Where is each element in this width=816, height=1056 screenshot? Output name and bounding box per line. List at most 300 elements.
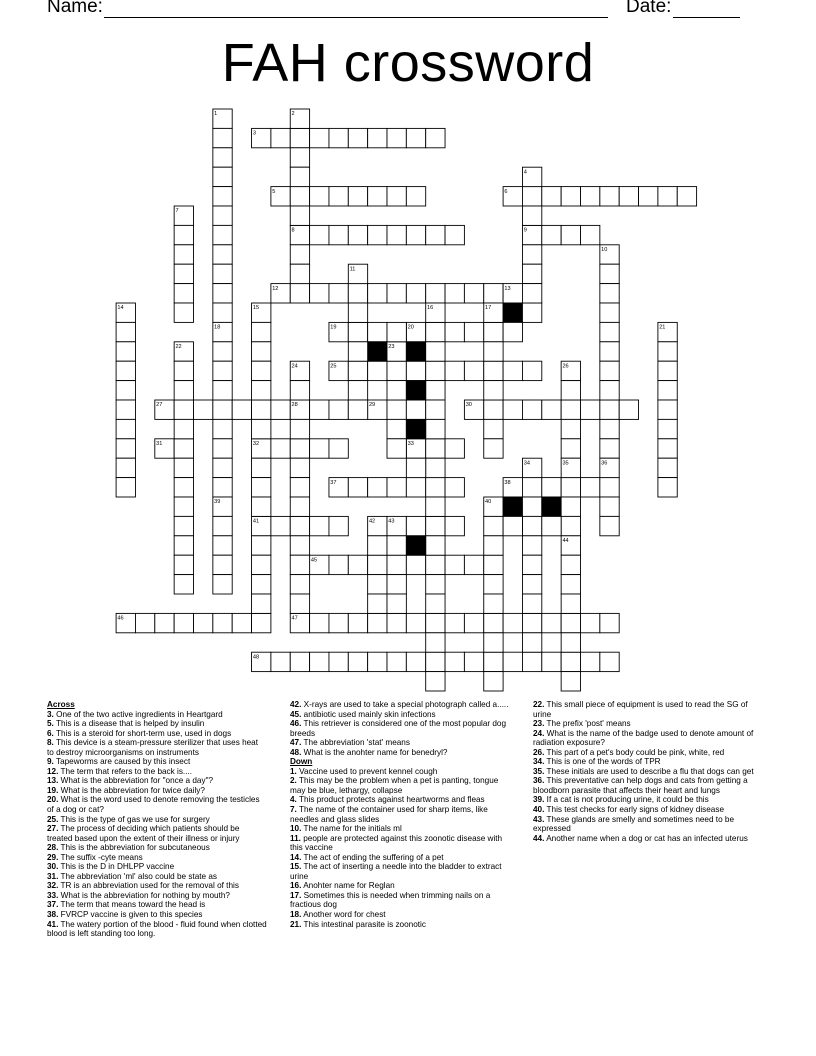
grid-cell[interactable] [116, 400, 135, 419]
grid-cell[interactable] [232, 613, 251, 632]
grid-cell[interactable] [271, 652, 290, 671]
grid-cell[interactable] [116, 419, 135, 438]
grid-cell[interactable] [329, 187, 348, 206]
grid-cell[interactable] [542, 187, 561, 206]
grid-cell[interactable] [464, 361, 483, 380]
grid-cell[interactable] [174, 400, 193, 419]
grid-cell[interactable] [522, 575, 541, 594]
grid-cell[interactable] [368, 225, 387, 244]
grid-cell[interactable] [522, 400, 541, 419]
grid-cell[interactable] [329, 516, 348, 535]
grid-cell[interactable] [406, 652, 425, 671]
grid-cell[interactable] [310, 128, 329, 147]
grid-cell[interactable] [310, 516, 329, 535]
grid-cell[interactable] [445, 516, 464, 535]
grid-cell[interactable] [213, 458, 232, 477]
grid-cell[interactable] [426, 225, 445, 244]
grid-cell[interactable] [213, 245, 232, 264]
grid-cell[interactable] [600, 419, 619, 438]
grid-cell[interactable] [522, 245, 541, 264]
grid-cell[interactable] [484, 419, 503, 438]
grid-cell[interactable] [503, 322, 522, 341]
grid-cell[interactable] [600, 342, 619, 361]
grid-cell[interactable] [658, 342, 677, 361]
grid-cell[interactable] [581, 478, 600, 497]
grid-cell[interactable] [406, 187, 425, 206]
grid-cell[interactable] [542, 613, 561, 632]
grid-cell[interactable] [561, 652, 580, 671]
grid-cell[interactable] [387, 439, 406, 458]
grid-cell[interactable] [252, 594, 271, 613]
grid-cell[interactable] [658, 419, 677, 438]
grid-cell[interactable] [174, 439, 193, 458]
grid-cell[interactable] [561, 497, 580, 516]
grid-cell[interactable] [368, 322, 387, 341]
grid-cell[interactable] [213, 439, 232, 458]
grid-cell[interactable] [174, 613, 193, 632]
grid-cell[interactable] [310, 284, 329, 303]
grid-cell[interactable] [600, 516, 619, 535]
grid-cell[interactable] [426, 497, 445, 516]
grid-cell[interactable] [310, 613, 329, 632]
grid-cell[interactable] [252, 400, 271, 419]
grid-cell[interactable] [658, 400, 677, 419]
grid-cell[interactable] [387, 419, 406, 438]
grid-cell[interactable] [290, 536, 309, 555]
grid-cell[interactable] [329, 400, 348, 419]
grid-cell[interactable] [484, 284, 503, 303]
grid-cell[interactable] [426, 400, 445, 419]
grid-cell[interactable] [619, 400, 638, 419]
grid-cell[interactable] [252, 497, 271, 516]
grid-cell[interactable] [484, 381, 503, 400]
grid-cell[interactable] [406, 128, 425, 147]
grid-cell[interactable] [252, 342, 271, 361]
grid-cell[interactable] [348, 381, 367, 400]
grid-cell[interactable] [252, 381, 271, 400]
grid-cell[interactable] [561, 225, 580, 244]
grid-cell[interactable] [213, 303, 232, 322]
grid-cell[interactable] [484, 536, 503, 555]
grid-cell[interactable] [174, 458, 193, 477]
grid-cell[interactable] [445, 652, 464, 671]
grid-cell[interactable] [522, 187, 541, 206]
grid-cell[interactable] [271, 439, 290, 458]
grid-cell[interactable] [387, 652, 406, 671]
grid-cell[interactable] [464, 652, 483, 671]
grid-cell[interactable] [619, 187, 638, 206]
grid-cell[interactable] [368, 555, 387, 574]
grid-cell[interactable] [484, 555, 503, 574]
grid-cell[interactable] [426, 458, 445, 477]
grid-cell[interactable] [290, 206, 309, 225]
grid-cell[interactable] [368, 361, 387, 380]
grid-cell[interactable] [426, 361, 445, 380]
grid-cell[interactable] [426, 128, 445, 147]
grid-cell[interactable] [213, 478, 232, 497]
grid-cell[interactable] [310, 187, 329, 206]
grid-cell[interactable] [213, 187, 232, 206]
grid-cell[interactable] [503, 400, 522, 419]
grid-cell[interactable] [387, 187, 406, 206]
grid-cell[interactable] [213, 225, 232, 244]
grid-cell[interactable] [445, 284, 464, 303]
grid-cell[interactable] [426, 613, 445, 632]
grid-cell[interactable] [561, 575, 580, 594]
grid-cell[interactable] [484, 361, 503, 380]
grid-cell[interactable] [387, 361, 406, 380]
grid-cell[interactable] [387, 478, 406, 497]
grid-cell[interactable] [174, 536, 193, 555]
grid-cell[interactable] [252, 458, 271, 477]
grid-cell[interactable] [522, 652, 541, 671]
grid-cell[interactable] [600, 381, 619, 400]
grid-cell[interactable] [581, 652, 600, 671]
grid-cell[interactable] [464, 322, 483, 341]
grid-cell[interactable] [310, 225, 329, 244]
grid-cell[interactable] [445, 478, 464, 497]
grid-cell[interactable] [426, 322, 445, 341]
grid-cell[interactable] [348, 361, 367, 380]
grid-cell[interactable] [677, 187, 696, 206]
grid-cell[interactable] [542, 225, 561, 244]
grid-cell[interactable] [174, 264, 193, 283]
grid-cell[interactable] [522, 497, 541, 516]
grid-cell[interactable] [387, 536, 406, 555]
grid-cell[interactable] [445, 225, 464, 244]
grid-cell[interactable] [445, 361, 464, 380]
grid-cell[interactable] [426, 284, 445, 303]
grid-cell[interactable] [445, 613, 464, 632]
grid-cell[interactable] [522, 284, 541, 303]
grid-cell[interactable] [116, 381, 135, 400]
grid-cell[interactable] [290, 652, 309, 671]
grid-cell[interactable] [290, 439, 309, 458]
grid-cell[interactable] [290, 497, 309, 516]
grid-cell[interactable] [290, 594, 309, 613]
grid-cell[interactable] [387, 381, 406, 400]
grid-cell[interactable] [290, 575, 309, 594]
grid-cell[interactable] [252, 555, 271, 574]
grid-cell[interactable] [600, 284, 619, 303]
grid-cell[interactable] [581, 613, 600, 632]
grid-cell[interactable] [174, 245, 193, 264]
grid-cell[interactable] [503, 652, 522, 671]
grid-cell[interactable] [561, 400, 580, 419]
grid-cell[interactable] [116, 458, 135, 477]
grid-cell[interactable] [290, 128, 309, 147]
grid-cell[interactable] [426, 575, 445, 594]
grid-cell[interactable] [542, 478, 561, 497]
grid-cell[interactable] [522, 303, 541, 322]
grid-cell[interactable] [213, 381, 232, 400]
grid-cell[interactable] [426, 516, 445, 535]
grid-cell[interactable] [387, 128, 406, 147]
grid-cell[interactable] [406, 516, 425, 535]
grid-cell[interactable] [522, 478, 541, 497]
grid-cell[interactable] [522, 361, 541, 380]
grid-cell[interactable] [368, 594, 387, 613]
grid-cell[interactable] [310, 439, 329, 458]
grid-cell[interactable] [464, 555, 483, 574]
grid-cell[interactable] [290, 245, 309, 264]
grid-cell[interactable] [561, 672, 580, 691]
grid-cell[interactable] [426, 594, 445, 613]
grid-cell[interactable] [368, 128, 387, 147]
grid-cell[interactable] [194, 400, 213, 419]
grid-cell[interactable] [368, 536, 387, 555]
grid-cell[interactable] [600, 322, 619, 341]
grid-cell[interactable] [426, 419, 445, 438]
grid-cell[interactable] [348, 652, 367, 671]
grid-cell[interactable] [484, 342, 503, 361]
grid-cell[interactable] [561, 381, 580, 400]
grid-cell[interactable] [213, 284, 232, 303]
grid-cell[interactable] [600, 187, 619, 206]
grid-cell[interactable] [600, 478, 619, 497]
grid-cell[interactable] [174, 478, 193, 497]
grid-cell[interactable] [406, 400, 425, 419]
grid-cell[interactable] [387, 400, 406, 419]
grid-cell[interactable] [329, 284, 348, 303]
grid-cell[interactable] [194, 613, 213, 632]
grid-cell[interactable] [387, 322, 406, 341]
grid-cell[interactable] [406, 613, 425, 632]
grid-cell[interactable] [484, 322, 503, 341]
grid-cell[interactable] [368, 652, 387, 671]
grid-cell[interactable] [116, 439, 135, 458]
grid-cell[interactable] [271, 516, 290, 535]
grid-cell[interactable] [658, 439, 677, 458]
grid-cell[interactable] [387, 284, 406, 303]
grid-cell[interactable] [581, 187, 600, 206]
grid-cell[interactable] [445, 439, 464, 458]
grid-cell[interactable] [561, 613, 580, 632]
grid-cell[interactable] [329, 128, 348, 147]
grid-cell[interactable] [213, 613, 232, 632]
grid-cell[interactable] [542, 652, 561, 671]
grid-cell[interactable] [348, 225, 367, 244]
grid-cell[interactable] [252, 613, 271, 632]
grid-cell[interactable] [213, 342, 232, 361]
grid-cell[interactable] [484, 594, 503, 613]
grid-cell[interactable] [406, 361, 425, 380]
grid-cell[interactable] [542, 400, 561, 419]
grid-cell[interactable] [213, 555, 232, 574]
grid-cell[interactable] [252, 536, 271, 555]
grid-cell[interactable] [329, 225, 348, 244]
grid-cell[interactable] [290, 187, 309, 206]
grid-cell[interactable] [600, 497, 619, 516]
grid-cell[interactable] [503, 361, 522, 380]
grid-cell[interactable] [116, 478, 135, 497]
grid-cell[interactable] [252, 478, 271, 497]
grid-cell[interactable] [290, 381, 309, 400]
grid-cell[interactable] [600, 652, 619, 671]
grid-cell[interactable] [252, 419, 271, 438]
grid-cell[interactable] [348, 322, 367, 341]
grid-cell[interactable] [387, 225, 406, 244]
grid-cell[interactable] [213, 361, 232, 380]
grid-cell[interactable] [426, 672, 445, 691]
grid-cell[interactable] [290, 516, 309, 535]
grid-cell[interactable] [348, 187, 367, 206]
grid-cell[interactable] [174, 225, 193, 244]
grid-cell[interactable] [658, 361, 677, 380]
grid-cell[interactable] [348, 284, 367, 303]
grid-cell[interactable] [155, 613, 174, 632]
grid-cell[interactable] [174, 303, 193, 322]
grid-cell[interactable] [213, 167, 232, 186]
grid-cell[interactable] [426, 555, 445, 574]
grid-cell[interactable] [600, 613, 619, 632]
grid-cell[interactable] [561, 187, 580, 206]
grid-cell[interactable] [116, 322, 135, 341]
grid-cell[interactable] [581, 225, 600, 244]
grid-cell[interactable] [639, 187, 658, 206]
grid-cell[interactable] [252, 322, 271, 341]
grid-cell[interactable] [484, 613, 503, 632]
grid-cell[interactable] [271, 128, 290, 147]
grid-cell[interactable] [561, 516, 580, 535]
grid-cell[interactable] [464, 613, 483, 632]
grid-cell[interactable] [213, 206, 232, 225]
grid-cell[interactable] [232, 400, 251, 419]
grid-cell[interactable] [348, 342, 367, 361]
grid-cell[interactable] [310, 400, 329, 419]
grid-cell[interactable] [658, 187, 677, 206]
grid-cell[interactable] [561, 419, 580, 438]
grid-cell[interactable] [484, 575, 503, 594]
grid-cell[interactable] [213, 264, 232, 283]
grid-cell[interactable] [600, 400, 619, 419]
grid-cell[interactable] [445, 322, 464, 341]
grid-cell[interactable] [406, 458, 425, 477]
grid-cell[interactable] [348, 303, 367, 322]
grid-cell[interactable] [329, 613, 348, 632]
grid-cell[interactable] [290, 478, 309, 497]
grid-cell[interactable] [484, 516, 503, 535]
grid-cell[interactable] [426, 381, 445, 400]
grid-cell[interactable] [329, 439, 348, 458]
grid-cell[interactable] [174, 497, 193, 516]
grid-cell[interactable] [484, 439, 503, 458]
grid-cell[interactable] [561, 478, 580, 497]
grid-cell[interactable] [600, 303, 619, 322]
grid-cell[interactable] [213, 400, 232, 419]
grid-cell[interactable] [522, 633, 541, 652]
grid-cell[interactable] [368, 478, 387, 497]
grid-cell[interactable] [387, 575, 406, 594]
grid-cell[interactable] [542, 516, 561, 535]
grid-cell[interactable] [174, 516, 193, 535]
grid-cell[interactable] [522, 594, 541, 613]
grid-cell[interactable] [252, 575, 271, 594]
grid-cell[interactable] [271, 400, 290, 419]
grid-cell[interactable] [406, 478, 425, 497]
grid-cell[interactable] [426, 439, 445, 458]
grid-cell[interactable] [174, 575, 193, 594]
grid-cell[interactable] [387, 555, 406, 574]
grid-cell[interactable] [348, 555, 367, 574]
grid-cell[interactable] [561, 555, 580, 574]
grid-cell[interactable] [290, 458, 309, 477]
grid-cell[interactable] [658, 458, 677, 477]
grid-cell[interactable] [213, 148, 232, 167]
grid-cell[interactable] [484, 672, 503, 691]
grid-cell[interactable] [348, 478, 367, 497]
grid-cell[interactable] [290, 148, 309, 167]
grid-cell[interactable] [406, 555, 425, 574]
grid-cell[interactable] [426, 633, 445, 652]
grid-cell[interactable] [290, 419, 309, 438]
grid-cell[interactable] [135, 613, 154, 632]
grid-cell[interactable] [174, 361, 193, 380]
grid-cell[interactable] [116, 361, 135, 380]
grid-cell[interactable] [561, 439, 580, 458]
grid-cell[interactable] [522, 264, 541, 283]
grid-cell[interactable] [252, 361, 271, 380]
grid-cell[interactable] [290, 167, 309, 186]
grid-cell[interactable] [368, 284, 387, 303]
grid-cell[interactable] [581, 400, 600, 419]
grid-cell[interactable] [503, 516, 522, 535]
grid-cell[interactable] [174, 284, 193, 303]
grid-cell[interactable] [484, 633, 503, 652]
grid-cell[interactable] [174, 419, 193, 438]
grid-cell[interactable] [387, 613, 406, 632]
grid-cell[interactable] [600, 361, 619, 380]
grid-cell[interactable] [484, 400, 503, 419]
grid-cell[interactable] [426, 342, 445, 361]
grid-cell[interactable] [484, 652, 503, 671]
grid-cell[interactable] [600, 264, 619, 283]
grid-cell[interactable] [600, 439, 619, 458]
grid-cell[interactable] [310, 652, 329, 671]
grid-cell[interactable] [348, 128, 367, 147]
grid-cell[interactable] [445, 555, 464, 574]
grid-cell[interactable] [368, 613, 387, 632]
grid-cell[interactable] [406, 225, 425, 244]
grid-cell[interactable] [522, 613, 541, 632]
grid-cell[interactable] [174, 555, 193, 574]
grid-cell[interactable] [368, 575, 387, 594]
grid-cell[interactable] [522, 536, 541, 555]
grid-cell[interactable] [522, 516, 541, 535]
grid-cell[interactable] [426, 652, 445, 671]
grid-cell[interactable] [213, 575, 232, 594]
grid-cell[interactable] [561, 594, 580, 613]
grid-cell[interactable] [522, 206, 541, 225]
grid-cell[interactable] [213, 516, 232, 535]
grid-cell[interactable] [561, 633, 580, 652]
grid-cell[interactable] [464, 284, 483, 303]
grid-cell[interactable] [522, 555, 541, 574]
grid-cell[interactable] [426, 536, 445, 555]
grid-cell[interactable] [348, 613, 367, 632]
grid-cell[interactable] [387, 594, 406, 613]
grid-cell[interactable] [348, 400, 367, 419]
grid-cell[interactable] [174, 381, 193, 400]
grid-cell[interactable] [329, 652, 348, 671]
grid-cell[interactable] [290, 264, 309, 283]
grid-cell[interactable] [213, 536, 232, 555]
grid-cell[interactable] [213, 128, 232, 147]
grid-cell[interactable] [658, 478, 677, 497]
grid-cell[interactable] [290, 555, 309, 574]
grid-cell[interactable] [658, 381, 677, 400]
grid-cell[interactable] [368, 187, 387, 206]
